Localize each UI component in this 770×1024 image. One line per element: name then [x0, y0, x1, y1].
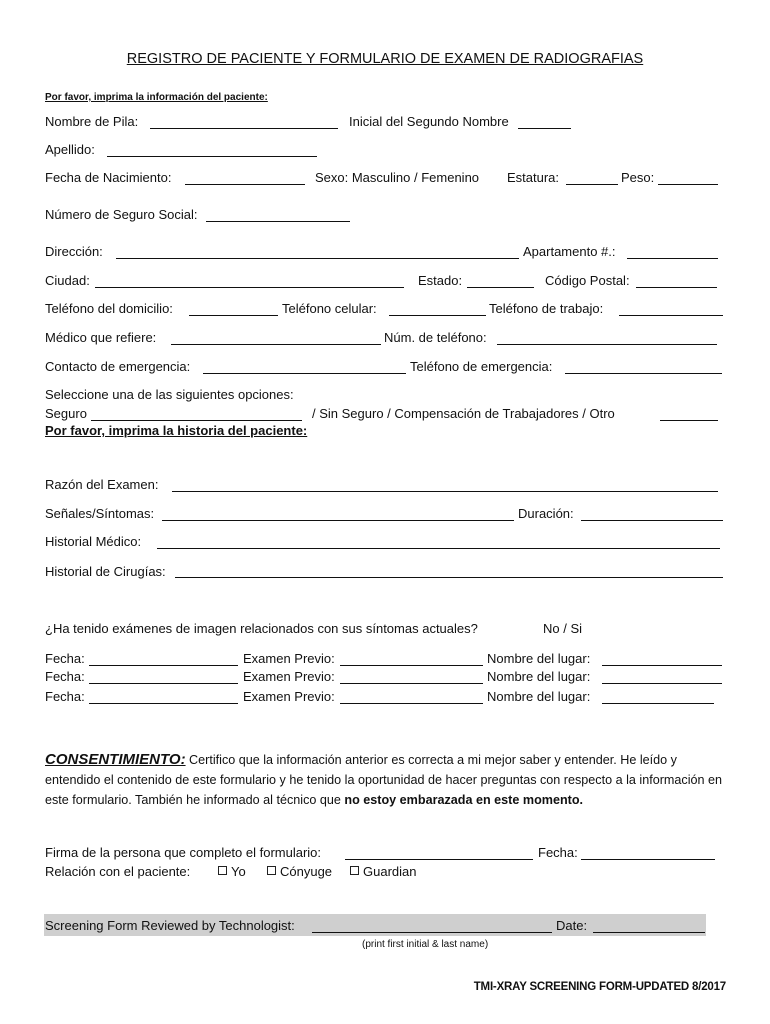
- history-heading: Por favor, imprima la historia del paciente:: [45, 423, 308, 438]
- work-phone-field[interactable]: [619, 315, 723, 316]
- prior-date-label: Fecha:: [45, 669, 85, 684]
- prior-date-field[interactable]: [89, 683, 238, 684]
- consent-bold-text: no estoy embarazada en este momento.: [344, 793, 584, 807]
- prior-date-field[interactable]: [89, 665, 238, 666]
- height-field[interactable]: [566, 184, 618, 185]
- place-name-label: Nombre del lugar:: [487, 669, 591, 684]
- prior-date-field[interactable]: [89, 703, 238, 704]
- apartment-field[interactable]: [627, 258, 718, 259]
- weight-label: Peso:: [621, 170, 655, 185]
- ssn-field[interactable]: [206, 221, 350, 222]
- birth-date-field[interactable]: [185, 184, 305, 185]
- doctor-phone-label: Núm. de teléfono:: [384, 330, 487, 345]
- imaging-question: ¿Ha tenido exámenes de imagen relacionados con sus síntomas actuales?: [45, 621, 478, 636]
- signature-date-label: Fecha:: [538, 845, 578, 860]
- consent-text: Certifico que la información anterior es correcta a mi mejor saber y entender. He leído y entendido el contenido de este formulario y he tenido la oportunidad de hacer preguntas con respecto a la información en este formulario. También he informado al técnico que: [45, 753, 723, 807]
- prior-exam-label: Examen Previo:: [243, 689, 335, 704]
- checkbox-icon[interactable]: [267, 866, 276, 875]
- form-footer: TMI-XRAY SCREENING FORM-UPDATED 8/2017: [473, 981, 726, 993]
- prior-exam-label: Examen Previo:: [243, 669, 335, 684]
- home-phone-label: Teléfono del domicilio:: [45, 301, 173, 316]
- height-label: Estatura:: [507, 170, 560, 185]
- first-name-field[interactable]: [150, 128, 338, 129]
- checkbox-icon[interactable]: [218, 866, 227, 875]
- form-title: REGISTRO DE PACIENTE Y FORMULARIO DE EXAMEN DE RADIOGRAFIAS: [126, 51, 644, 67]
- medical-history-field[interactable]: [157, 548, 720, 549]
- cell-phone-label: Teléfono celular:: [282, 301, 377, 316]
- middle-initial-label: Inicial del Segundo Nombre: [349, 114, 509, 129]
- city-field[interactable]: [95, 287, 404, 288]
- signature-field[interactable]: [345, 859, 533, 860]
- exam-reason-field[interactable]: [172, 491, 718, 492]
- emergency-phone-label: Teléfono de emergencia:: [410, 359, 553, 374]
- surgical-history-label: Historial de Cirugías:: [45, 564, 166, 579]
- state-label: Estado:: [418, 273, 463, 288]
- relationship-self-option[interactable]: Yo: [218, 864, 246, 880]
- last-name-label: Apellido:: [45, 142, 95, 157]
- emergency-contact-label: Contacto de emergencia:: [45, 359, 191, 374]
- emergency-phone-field[interactable]: [565, 373, 722, 374]
- screening-date-label: Date:: [556, 918, 588, 933]
- place-name-field[interactable]: [602, 683, 722, 684]
- insurance-field[interactable]: [91, 420, 302, 421]
- zip-field[interactable]: [636, 287, 717, 288]
- relationship-spouse-option[interactable]: Cónyuge: [267, 864, 332, 880]
- insurance-label: Seguro: [45, 406, 87, 421]
- duration-label: Duración:: [518, 506, 574, 521]
- sex-label: Sexo: Masculino / Femenino: [315, 170, 480, 185]
- signature-date-field[interactable]: [581, 859, 715, 860]
- screening-date-field[interactable]: [593, 932, 705, 933]
- exam-reason-label: Razón del Examen:: [45, 477, 159, 492]
- imaging-answer-options[interactable]: No / Si: [543, 621, 583, 636]
- patient-info-heading: Por favor, imprima la información del paciente:: [45, 92, 268, 103]
- ssn-label: Número de Seguro Social:: [45, 207, 198, 222]
- signature-label: Firma de la persona que completo el formulario:: [45, 845, 322, 860]
- birth-date-label: Fecha de Nacimiento:: [45, 170, 172, 185]
- place-name-field[interactable]: [602, 665, 722, 666]
- prior-date-label: Fecha:: [45, 689, 85, 704]
- prior-exam-field[interactable]: [340, 683, 483, 684]
- prior-exam-label: Examen Previo:: [243, 651, 335, 666]
- work-phone-label: Teléfono de trabajo:: [489, 301, 604, 316]
- weight-field[interactable]: [658, 184, 718, 185]
- technologist-field[interactable]: [312, 932, 552, 933]
- surgical-history-field[interactable]: [175, 577, 723, 578]
- prior-exam-field[interactable]: [340, 703, 483, 704]
- symptoms-field[interactable]: [162, 520, 514, 521]
- last-name-field[interactable]: [107, 156, 317, 157]
- apartment-label: Apartamento #.:: [523, 244, 616, 259]
- consent-paragraph: [45, 750, 735, 810]
- insurance-options[interactable]: / Sin Seguro / Compensación de Trabajadores / Otro: [312, 406, 615, 421]
- home-phone-field[interactable]: [189, 315, 278, 316]
- city-label: Ciudad:: [45, 273, 90, 288]
- prior-date-label: Fecha:: [45, 651, 85, 666]
- referring-doctor-label: Médico que refiere:: [45, 330, 157, 345]
- state-field[interactable]: [467, 287, 534, 288]
- place-name-label: Nombre del lugar:: [487, 651, 591, 666]
- referring-doctor-field[interactable]: [171, 344, 381, 345]
- prior-exam-field[interactable]: [340, 665, 483, 666]
- place-name-field[interactable]: [602, 703, 714, 704]
- place-name-label: Nombre del lugar:: [487, 689, 591, 704]
- screening-label: Screening Form Reviewed by Technologist:: [45, 918, 295, 933]
- relationship-label: Relación con el paciente:: [45, 864, 191, 879]
- doctor-phone-field[interactable]: [497, 344, 717, 345]
- medical-history-label: Historial Médico:: [45, 534, 142, 549]
- checkbox-icon[interactable]: [350, 866, 359, 875]
- consent-heading: CONSENTIMIENTO:: [45, 751, 186, 768]
- address-label: Dirección:: [45, 244, 103, 259]
- zip-label: Código Postal:: [545, 273, 630, 288]
- other-insurance-field[interactable]: [660, 420, 718, 421]
- first-name-label: Nombre de Pila:: [45, 114, 139, 129]
- middle-initial-field[interactable]: [518, 128, 571, 129]
- duration-field[interactable]: [581, 520, 723, 521]
- symptoms-label: Señales/Síntomas:: [45, 506, 155, 521]
- screening-hint: (print first initial & last name): [362, 939, 489, 950]
- cell-phone-field[interactable]: [389, 315, 486, 316]
- select-option-label: Seleccione una de las siguientes opciones:: [45, 387, 294, 402]
- address-field[interactable]: [116, 258, 519, 259]
- emergency-contact-field[interactable]: [203, 373, 406, 374]
- relationship-guardian-option[interactable]: Guardian: [350, 864, 416, 880]
